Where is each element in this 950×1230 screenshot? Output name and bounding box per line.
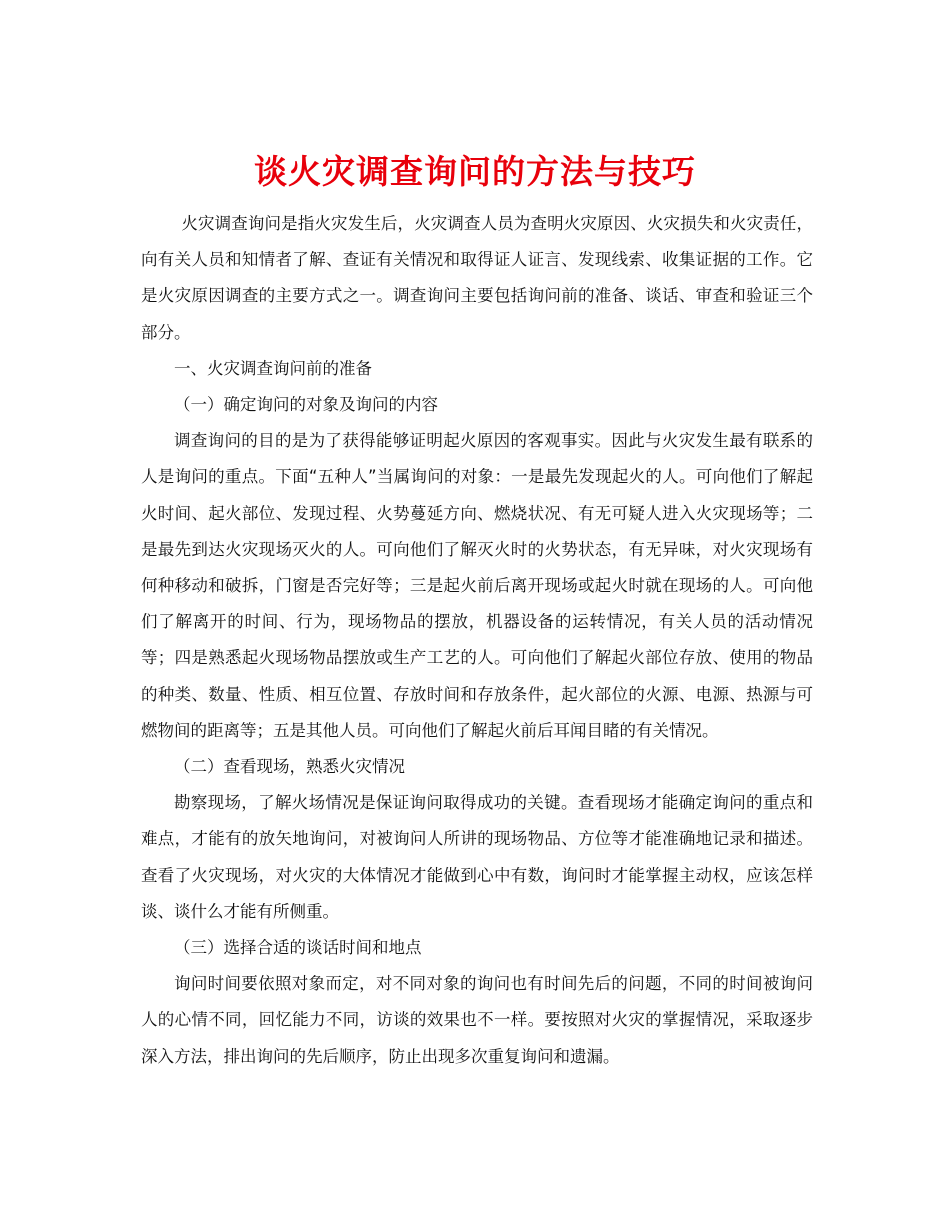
intro-paragraph: 火灾调查询问是指火灾发生后，火灾调查人员为查明火灾原因、火灾损失和火灾责任，向有关人员和知情者了解、查证有关情况和取得证人证言、发现线索、收集证据的工作。它是火灾原因调查的主要方式之一。调查询问主要包括询问前的准备、谈话、审查和验证三个部分。 (141, 214, 813, 342)
body-paragraph-2: 勘察现场，了解火场情况是保证询问取得成功的关键。查看现场才能确定询问的重点和难点，才能有的放矢地询问，对被询问人所讲的现场物品、方位等才能准确地记录和描述。查看了火灾现场，对火灾的大体情况才能做到心中有数，询问时才能掌握主动权，应该怎样谈、谈什么才能有所侧重。 (141, 793, 813, 921)
subsection-heading-3: （三）选择合适的谈话时间和地点 (174, 938, 422, 958)
document-title: 谈火灾调查询问的方法与技巧 (254, 152, 696, 192)
body-paragraph-3: 询问时间要依照对象而定，对不同对象的询问也有时间先后的问题，不同的时间被询问人的心情不同，回忆能力不同，访谈的效果也不一样。要按照对火灾的掌握情况，采取逐步深入方法，排出询问的先后顺序，防止出现多次重复询问和遗漏。 (141, 974, 813, 1066)
document-body (141, 206, 813, 1075)
subsection-heading-2: （二）查看现场，熟悉火灾情况 (174, 757, 405, 777)
section-heading-1: 一、火灾调查询问前的准备 (174, 358, 372, 378)
body-paragraph-1: 调查询问的目的是为了获得能够证明起火原因的客观事实。因此与火灾发生最有联系的人是询问的重点。下面“五种人”当属询问的对象：一是最先发现起火的人。可向他们了解起火时间、起火部位、发现过程、火势蔓延方向、燃烧状况、有无可疑人进入火灾现场等；二是最先到达火灾现场灭火的人。可向他们了解灭火时的火势状态，有无异味，对火灾现场有何种移动和破拆，门窗是否完好等；三是起火前后离开现场或起火时就在现场的人。可向他们了解离开的时间、行为，现场物品的摆放，机器设备的运转情况，有关人员的活动情况等；四是熟悉起火现场物品摆放或生产工艺的人。可向他们了解起火部位存放、使用的物品的种类、数量、性质、相互位置、存放时间和存放条件，起火部位的火源、电源、热源与可燃物间的距离等；五是其他人员。可向他们了解起火前后耳闻目睹的有关情况。 (141, 431, 813, 740)
subsection-heading-1: （一）确定询问的对象及询问的内容 (174, 395, 438, 415)
